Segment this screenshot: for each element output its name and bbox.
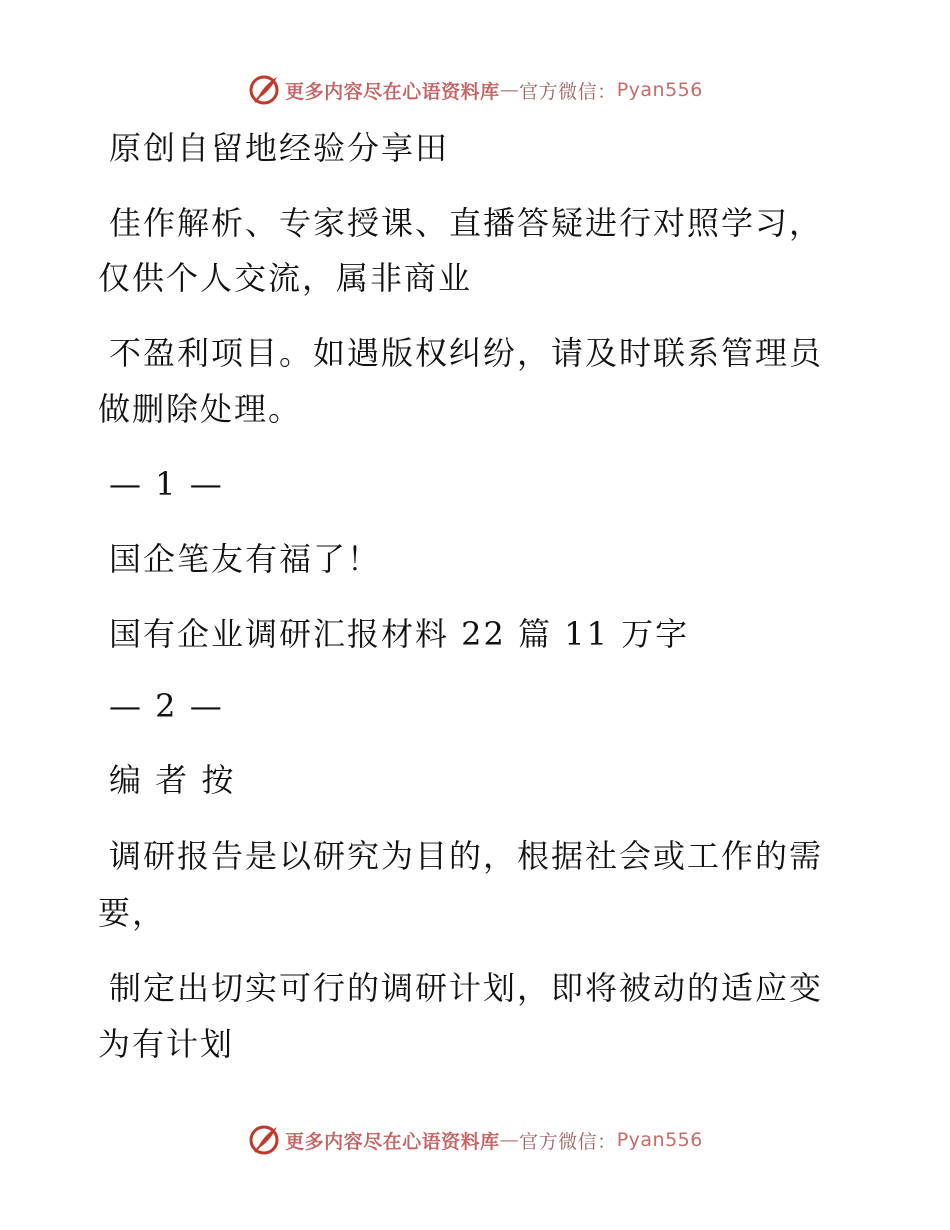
- watermark-id: Pyan556: [616, 79, 703, 101]
- text-line-2: 佳作解析、专家授课、直播答疑进行对照学习，: [109, 204, 824, 242]
- text-line-8: 国有企业调研汇报材料 22 篇 11 万字: [109, 615, 690, 653]
- watermark-id: Pyan556: [616, 1129, 703, 1151]
- watermark-brand: 更多内容尽在心语资料库: [285, 80, 500, 103]
- text-line-11: 调研报告是以研究为目的，根据社会或工作的需: [109, 837, 824, 875]
- watermark-dash: —: [499, 79, 520, 101]
- text-line-7: 国企笔友有福了！: [109, 540, 382, 578]
- text-line-13: 制定出切实可行的调研计划，即将被动的适应变: [109, 969, 824, 1007]
- page-number-1: — 1 —: [109, 465, 224, 503]
- page-number-2: — 2 —: [109, 687, 224, 725]
- footer-watermark: [0, 1120, 950, 1160]
- quill-logo-icon: [247, 1123, 281, 1157]
- text-line-1: 原创自留地经验分享田: [109, 129, 450, 167]
- text-line-5: 做删除处理。: [98, 390, 303, 428]
- editor-note-heading: 编 者 按: [109, 761, 236, 799]
- text-line-12: 要，: [98, 894, 167, 932]
- text-line-14: 为有计划: [98, 1025, 235, 1063]
- header-watermark: [0, 70, 950, 110]
- watermark-brand: 更多内容尽在心语资料库: [285, 1130, 500, 1153]
- watermark-label: 官方微信：: [519, 80, 617, 103]
- watermark-dash: —: [499, 1129, 520, 1151]
- text-line-4: 不盈利项目。如遇版权纠纷，请及时联系管理员: [109, 334, 824, 372]
- text-line-3: 仅供个人交流，属非商业: [98, 259, 473, 297]
- watermark-label: 官方微信：: [519, 1130, 617, 1153]
- quill-logo-icon: [247, 73, 281, 107]
